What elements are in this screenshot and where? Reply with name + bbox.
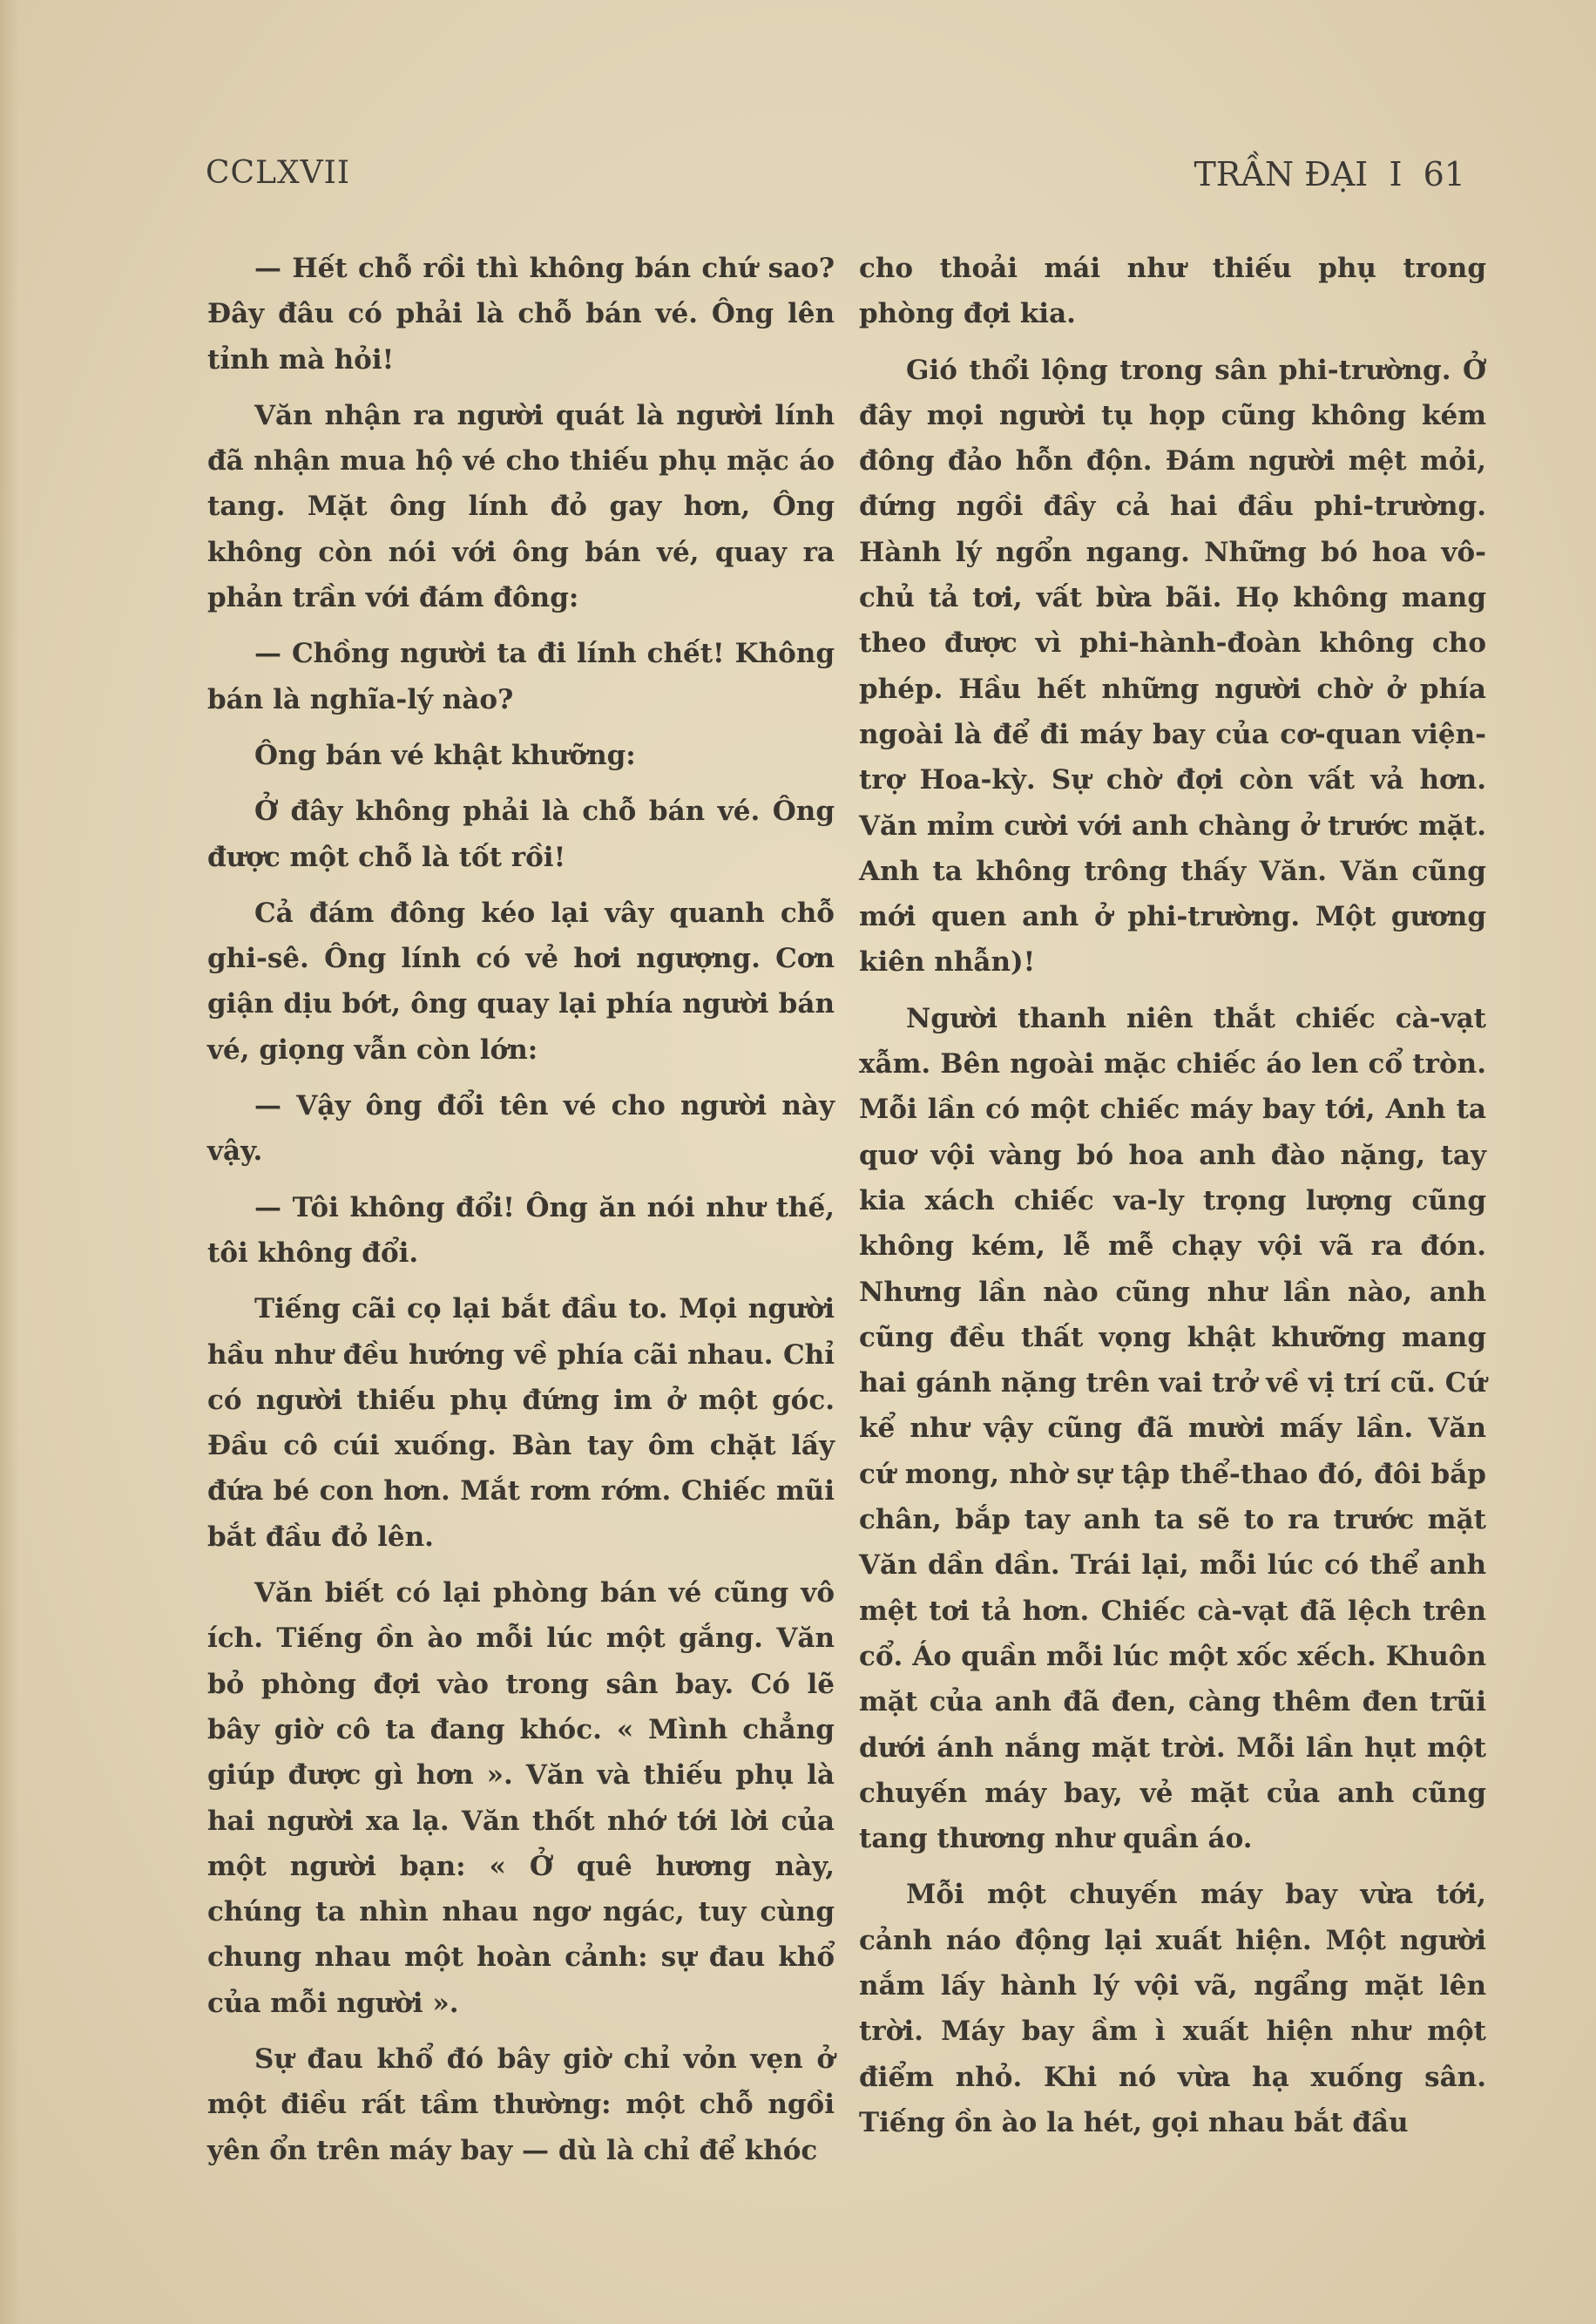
paragraph: — Chồng người ta đi lính chết! Không bán là nghĩa-lý nào? xyxy=(207,638,835,715)
paragraph: — Tôi không đổi! Ông ăn nói như thế, tôi không đổi. xyxy=(207,1191,835,1269)
paragraph: — Hết chỗ rồi thì không bán chứ sao? Đây đâu có phải là chỗ bán vé. Ông lên tỉnh mà hỏi! xyxy=(207,253,835,376)
author-page-number: TRẦN ĐẠI I 61 xyxy=(1194,155,1465,193)
paragraph: Sự đau khổ đó bây giờ chỉ vỏn vẹn ở một điều rất tầm thường: một chỗ ngồi yên ổn trên máy bay — dù là chỉ để khóc xyxy=(207,2043,835,2166)
issue-number: CCLXVII xyxy=(206,155,351,191)
paragraph: Gió thổi lộng trong sân phi-trường. Ở đây mọi người tụ họp cũng không kém đông đảo hỗn độn. Đám người mệt mỏi, đứng ngồi đầy cả hai đầu phi-trường. Hành lý ngổn ngang. Những bó hoa vô-chủ tả tơi, vất bừa bãi. Họ không mang theo được vì phi-hành-đoàn không cho phép. Hầu hết những người chờ ở phía ngoài là để đi máy bay của cơ-quan viện-trợ Hoa-kỳ. Sự chờ đợi còn vất vả hơn. Văn mỉm cười với anh chàng ở trước mặt. Anh ta không trông thấy Văn. Văn cũng mới quen anh ở phi-trường. Một gương kiên nhẫn)! xyxy=(859,354,1486,979)
paragraph: Mỗi một chuyến máy bay vừa tới, cảnh náo động lại xuất hiện. Một người nắm lấy hành lý vội vã, ngẩng mặt lên trời. Máy bay ầm ì xuất hiện như một điểm nhỏ. Khi nó vừa hạ xuống sân. Tiếng ồn ào la hét, gọi nhau bắt đầu xyxy=(859,1879,1486,2138)
paragraph: Ông bán vé khật khưỡng: xyxy=(254,739,636,771)
paragraph: Người thanh niên thắt chiếc cà-vạt xẫm. Bên ngoài mặc chiếc áo len cổ tròn. Mỗi lần có một chiếc máy bay tới, Anh ta quơ vội vàng bó hoa anh đào nặng, tay kia xách chiếc va-ly trọng lượng cũng không kém, lễ mễ chạy vội vã ra đón. Nhưng lần nào cũng như lần nào, anh cũng đều thất vọng khật khưỡng mang hai gánh nặng trên vai trở về vị trí cũ. Cứ kể như vậy cũng đã mười mấy lần. Văn cứ mong, nhờ sự tập thể-thao đó, đôi bắp chân, bắp tay anh ta sẽ to ra trước mặt Văn dần dần. Trái lại, mỗi lúc có thể anh mệt tơi tả hơn. Chiếc cà-vạt đã lệch trên cổ. Áo quần mỗi lúc một xốc xếch. Khuôn mặt của anh đã đen, càng thêm đen trũi dưới ánh nắng mặt trời. Mỗi lần hụt một chuyến máy bay, vẻ mặt của anh cũng tang thương như quần áo. xyxy=(859,1002,1486,1855)
left-text-column xyxy=(207,246,835,2173)
paragraph: Tiếng cãi cọ lại bắt đầu to. Mọi người hầu như đều hướng về phía cãi nhau. Chỉ có người thiếu phụ đứng im ở một góc. Đầu cô cúi xuống. Bàn tay ôm chặt lấy đứa bé con hơn. Mắt rơm rớm. Chiếc mũi bắt đầu đỏ lên. xyxy=(207,1293,835,1553)
page-binding-edge xyxy=(0,0,19,2324)
paragraph: — Vậy ông đổi tên vé cho người này vậy. xyxy=(207,1090,835,1168)
right-text-column xyxy=(859,246,1486,2145)
paragraph: Ở đây không phải là chỗ bán vé. Ông được một chỗ là tốt rồi! xyxy=(207,796,835,873)
paragraph: Cả đám đông kéo lại vây quanh chỗ ghi-sê. Ông lính có vẻ hơi ngượng. Cơn giận dịu bớt, ông quay lại phía người bán vé, giọng vẫn còn lớn: xyxy=(207,897,835,1066)
paragraph: Văn nhận ra người quát là người lính đã nhận mua hộ vé cho thiếu phụ mặc áo tang. Mặt ông lính đỏ gay hơn, Ông không còn nói với ông bán vé, quay ra phản trần với đám đông: xyxy=(207,399,835,614)
running-header xyxy=(206,155,1465,207)
paragraph-continuation: cho thoải mái như thiếu phụ trong phòng đợi kia. xyxy=(859,253,1486,330)
paragraph: Văn biết có lại phòng bán vé cũng vô ích. Tiếng ồn ào mỗi lúc một gắng. Văn bỏ phòng đợi vào trong sân bay. Có lẽ bây giờ cô ta đang khóc. « Mình chẳng giúp được gì hơn ». Văn và thiếu phụ là hai người xa lạ. Văn thốt nhớ tới lời của một người bạn: « Ở quê hương này, chúng ta nhìn nhau ngơ ngác, tuy cùng chung nhau một hoàn cảnh: sự đau khổ của mỗi người ». xyxy=(207,1577,835,2019)
